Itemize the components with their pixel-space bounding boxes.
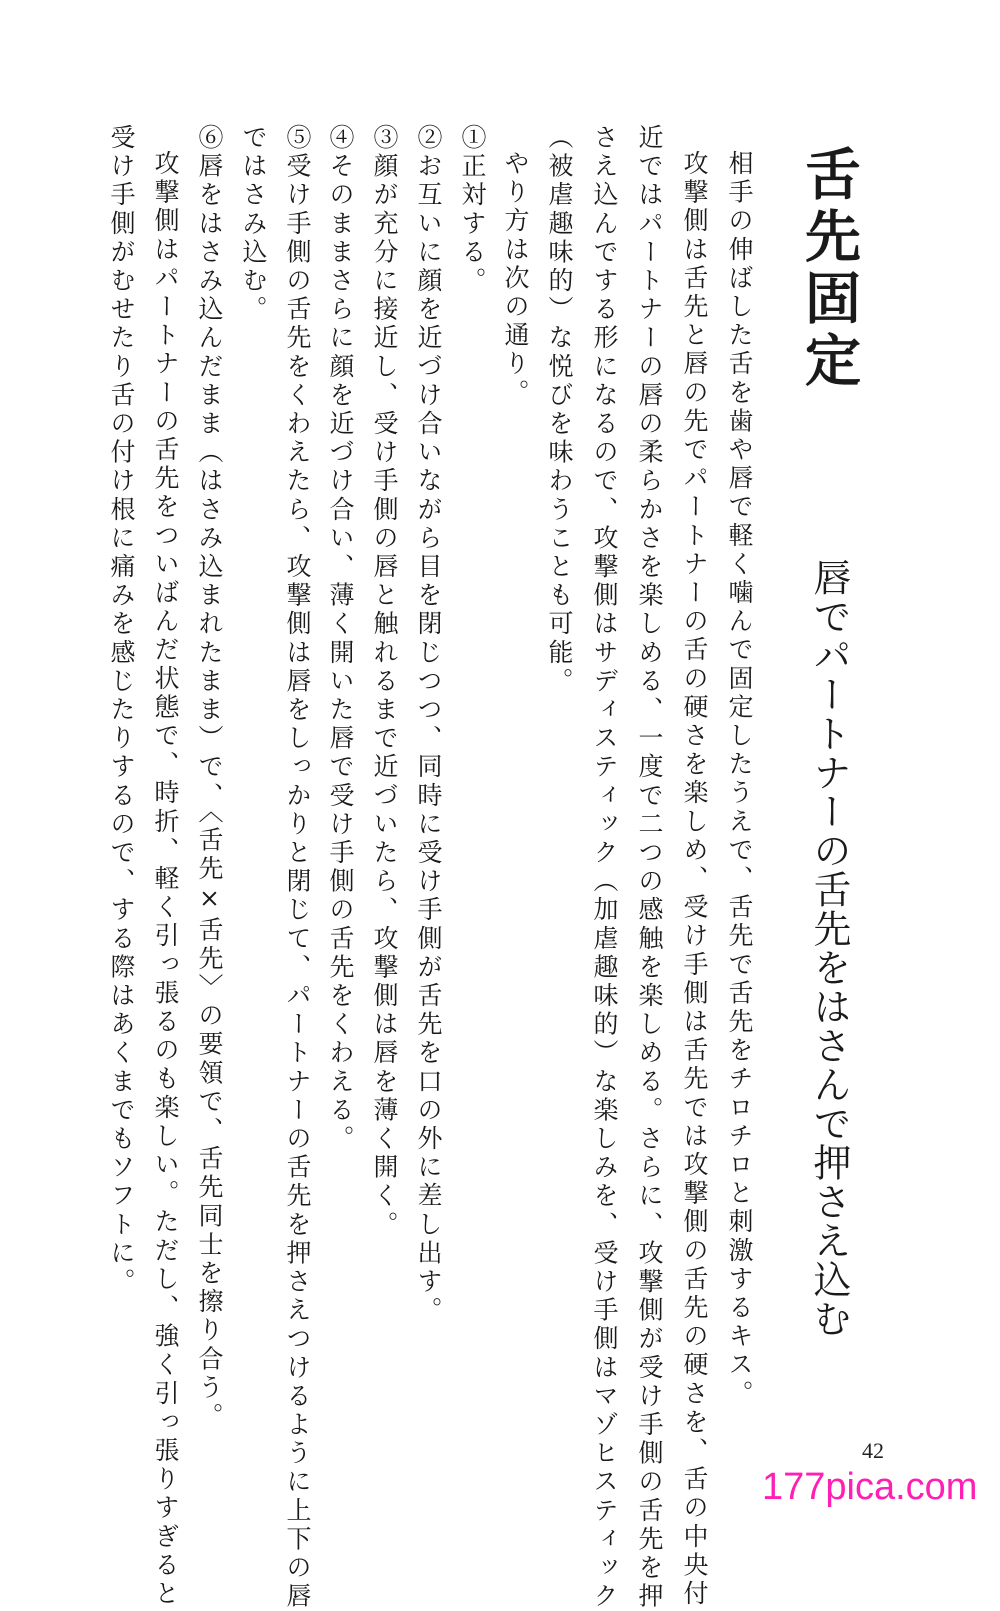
body-line: ②お互いに顔を近づけ合いながら目を閉じつつ、同時に受け手側が舌先を口の外に差し出す。 — [414, 124, 443, 1326]
page-number: 42 — [862, 1438, 884, 1463]
body-line: さえ込んでする形になるので、攻撃側はサディスティック（加虐趣味的）な楽しみを、受け手側はマゾヒスティック — [590, 124, 619, 1611]
body-line: 攻撃側は舌先と唇の先でパートナーの舌の硬さを楽しめ、受け手側は舌先では攻撃側の舌先の硬さを、舌の中央付 — [680, 150, 709, 1609]
page-subtitle: 唇でパートナーの舌先をはさんで押さえ込む — [807, 558, 851, 1338]
body-line: 相手の伸ばした舌を歯や唇で軽く噛んで固定したうえで、舌先で舌先をチロチロと刺激するキス。 — [725, 150, 754, 1409]
watermark-text: 177pica.com — [762, 1466, 978, 1508]
body-line: 攻撃側はパートナーの舌先をついばんだ状態で、時折、軽く引っ張るのも楽しい。ただし、強く引っ張りすぎると — [151, 150, 180, 1609]
body-line: ①正対する。 — [458, 124, 487, 296]
page-title: 舌先固定 — [796, 145, 861, 393]
body-line: やり方は次の通り。 — [501, 150, 530, 408]
body-line: ⑥唇をはさみ込んだまま（はさみ込まれたまま）で、〈舌先×舌先〉の要領で、舌先同士を擦り合う。 — [195, 124, 224, 1432]
body-line: 近ではパートナーの唇の柔らかさを楽しめる、一度で二つの感触を楽しめる。さらに、攻撃側が受け手側の舌先を押 — [635, 124, 664, 1611]
body-line: 受け手側がむせたり舌の付け根に痛みを感じたりするので、する際はあくまでもソフトに。 — [107, 124, 136, 1297]
body-line: ではさみ込む。 — [239, 124, 268, 325]
body-line: （被虐趣味的）な悦びを味わうことも可能。 — [545, 124, 574, 696]
body-line: ⑤受け手側の舌先をくわえたら、攻撃側は唇をしっかりと閉じて、パートナーの舌先を押さえつけるように上下の唇 — [283, 124, 312, 1611]
body-line: ③顔が充分に接近し、受け手側の唇と触れるまで近づいたら、攻撃側は唇を薄く開く。 — [370, 124, 399, 1240]
body-line: ④そのままさらに顔を近づけ合い、薄く開いた唇で受け手側の舌先をくわえる。 — [326, 124, 355, 1154]
